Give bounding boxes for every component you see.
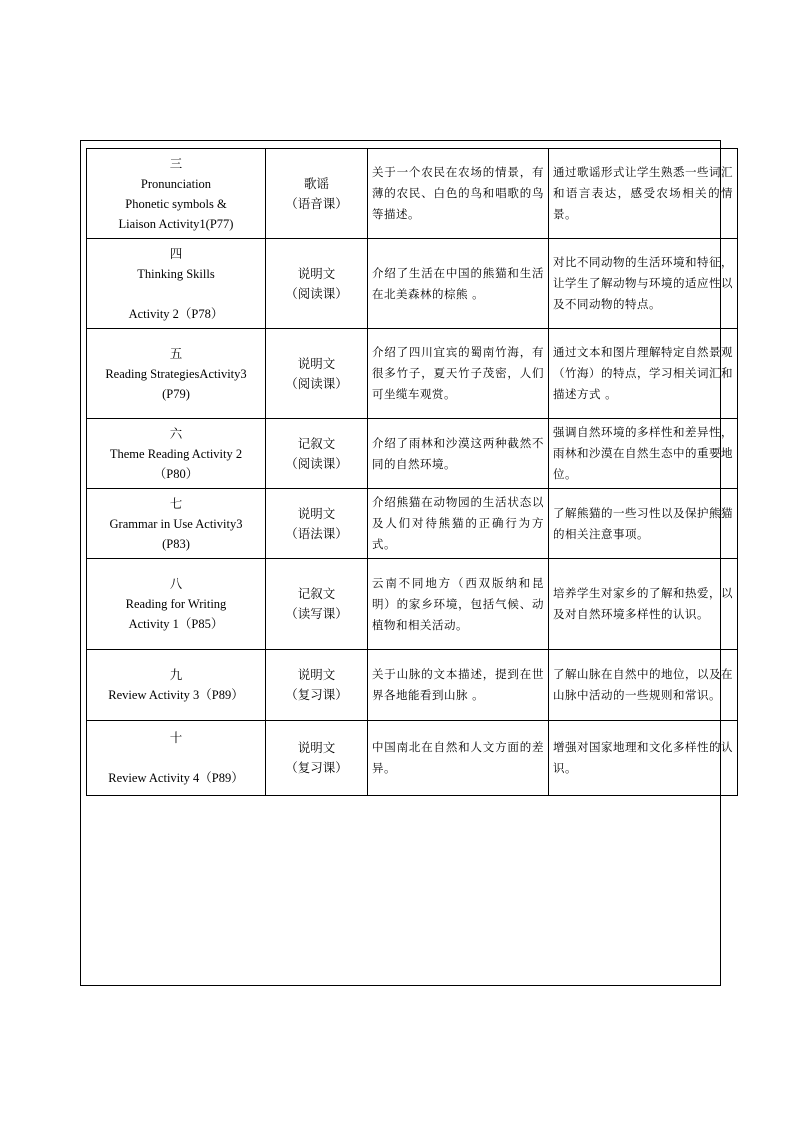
text-type: 记叙文 (297, 435, 336, 451)
activity-title-line: Reading StrategiesActivity3 (105, 366, 247, 381)
goal-cell (549, 329, 738, 419)
type-cell (266, 489, 368, 559)
type-cell (266, 149, 368, 239)
activity-title-line (91, 284, 261, 304)
lesson-type: （语法课） (285, 525, 348, 541)
text-type: 说明文 (297, 355, 336, 371)
type-cell (266, 239, 368, 329)
table-row (87, 559, 738, 650)
type-cell (266, 329, 368, 419)
activity-title-line: Review Activity 4（P89） (108, 771, 244, 785)
unit-cell (87, 650, 266, 721)
goal-text: 培养学生对家乡的了解和热爱，以及对自然环境多样性的认识。 (553, 586, 733, 621)
activity-title-line: Theme Reading Activity 2 (109, 446, 243, 461)
lesson-type: （读写课） (285, 606, 348, 621)
activity-title-line: (P79) (162, 386, 190, 401)
activity-title-line: Activity 1（P85） (128, 617, 224, 631)
content-cell (368, 149, 549, 239)
content-cell (368, 721, 549, 796)
type-cell (266, 419, 368, 489)
activity-title-line: Review Activity 3（P89） (108, 688, 244, 702)
text-type: 说明文 (297, 265, 336, 281)
activity-title-line: Liaison Activity1(P77) (118, 216, 234, 231)
goal-cell (549, 239, 738, 329)
goal-text: 通过文本和图片理解特定自然景观（竹海）的特点，学习相关词汇和描述方式 。 (553, 345, 733, 401)
lesson-plan-table (86, 148, 738, 796)
content-text: 关于一个农民在农场的情景，有薄的农民、白色的鸟和唱歌的鸟等描述。 (372, 165, 544, 221)
lesson-type: （复习课） (285, 687, 348, 702)
activity-title-line: Phonetic symbols & (125, 196, 227, 211)
content-cell (368, 419, 549, 489)
unit-number: 六 (169, 425, 183, 441)
goal-cell (549, 650, 738, 721)
goal-cell (549, 149, 738, 239)
lesson-type: （阅读课） (285, 375, 348, 391)
content-cell (368, 239, 549, 329)
unit-cell (87, 721, 266, 796)
content-text: 介绍了四川宜宾的蜀南竹海，有很多竹子，夏天竹子茂密，人们可坐缆车观赏。 (372, 345, 544, 401)
text-type: 说明文 (297, 505, 336, 521)
goal-text: 对比不同动物的生活环境和特征，让学生了解动物与环境的适应性以及不同动物的特点。 (553, 255, 733, 311)
goal-text: 通过歌谣形式让学生熟悉一些词汇和语言表达，感受农场相关的情景。 (553, 165, 733, 221)
unit-cell (87, 559, 266, 650)
table-row (87, 650, 738, 721)
content-text: 介绍了雨林和沙漠这两种截然不同的自然环境。 (372, 435, 544, 471)
unit-cell (87, 329, 266, 419)
unit-cell (87, 419, 266, 489)
activity-title-line (91, 748, 261, 768)
goal-cell (549, 721, 738, 796)
unit-number: 九 (169, 667, 183, 682)
text-type: 歌谣 (303, 175, 329, 191)
table-body (87, 149, 738, 796)
unit-cell (87, 489, 266, 559)
unit-number: 五 (169, 345, 183, 361)
content-text: 云南不同地方（西双版纳和昆明）的家乡环境，包括气候、动植物和相关活动。 (372, 575, 544, 632)
lesson-type: （阅读课） (285, 455, 348, 471)
table-row (87, 239, 738, 329)
activity-title-line: Activity 2（P78） (128, 306, 224, 321)
lesson-type: （语音课） (285, 195, 348, 211)
unit-number: 八 (169, 576, 183, 591)
lesson-type: （复习课） (285, 760, 348, 775)
lesson-type: （阅读课） (285, 285, 348, 301)
content-cell (368, 329, 549, 419)
text-type: 说明文 (297, 740, 336, 755)
activity-title-line: Thinking Skills (137, 266, 215, 281)
unit-number: 三 (169, 155, 183, 171)
goal-text: 强调自然环境的多样性和差异性，雨林和沙漠在自然生态中的重要地位。 (553, 425, 733, 481)
content-cell (368, 559, 549, 650)
content-cell (368, 489, 549, 559)
type-cell (266, 559, 368, 650)
goal-text: 增强对国家地理和文化多样性的认识。 (553, 740, 733, 775)
table-row (87, 489, 738, 559)
goal-cell (549, 419, 738, 489)
table-row (87, 329, 738, 419)
content-cell (368, 650, 549, 721)
activity-title-line: Reading for Writing (125, 597, 227, 611)
activity-title-line: (P83) (162, 536, 190, 551)
activity-title-line: Grammar in Use Activity3 (109, 516, 243, 531)
type-cell (266, 721, 368, 796)
content-text: 关于山脉的文本描述，提到在世界各地能看到山脉 。 (372, 667, 544, 702)
unit-number: 十 (169, 730, 183, 745)
table-row (87, 419, 738, 489)
content-text: 介绍了生活在中国的熊猫和生活在北美森林的棕熊 。 (372, 265, 544, 301)
unit-number: 七 (169, 495, 183, 511)
goal-cell (549, 489, 738, 559)
activity-title-line: Pronunciation (140, 176, 212, 191)
content-text: 中国南北在自然和人文方面的差异。 (372, 740, 544, 775)
unit-number: 四 (169, 245, 183, 261)
text-type: 说明文 (297, 667, 336, 682)
goal-cell (549, 559, 738, 650)
content-text: 介绍熊猫在动物园的生活状态以及人们对待熊猫的正确行为方式。 (372, 495, 544, 551)
type-cell (266, 650, 368, 721)
goal-text: 了解山脉在自然中的地位，以及在山脉中活动的一些规则和常识。 (553, 667, 733, 702)
table-row (87, 721, 738, 796)
activity-title-line: （P80） (153, 466, 199, 481)
unit-cell (87, 149, 266, 239)
goal-text: 了解熊猫的一些习性以及保护熊猫的相关注意事项。 (553, 505, 733, 541)
text-type: 记叙文 (297, 586, 336, 601)
unit-cell (87, 239, 266, 329)
table-row (87, 149, 738, 239)
